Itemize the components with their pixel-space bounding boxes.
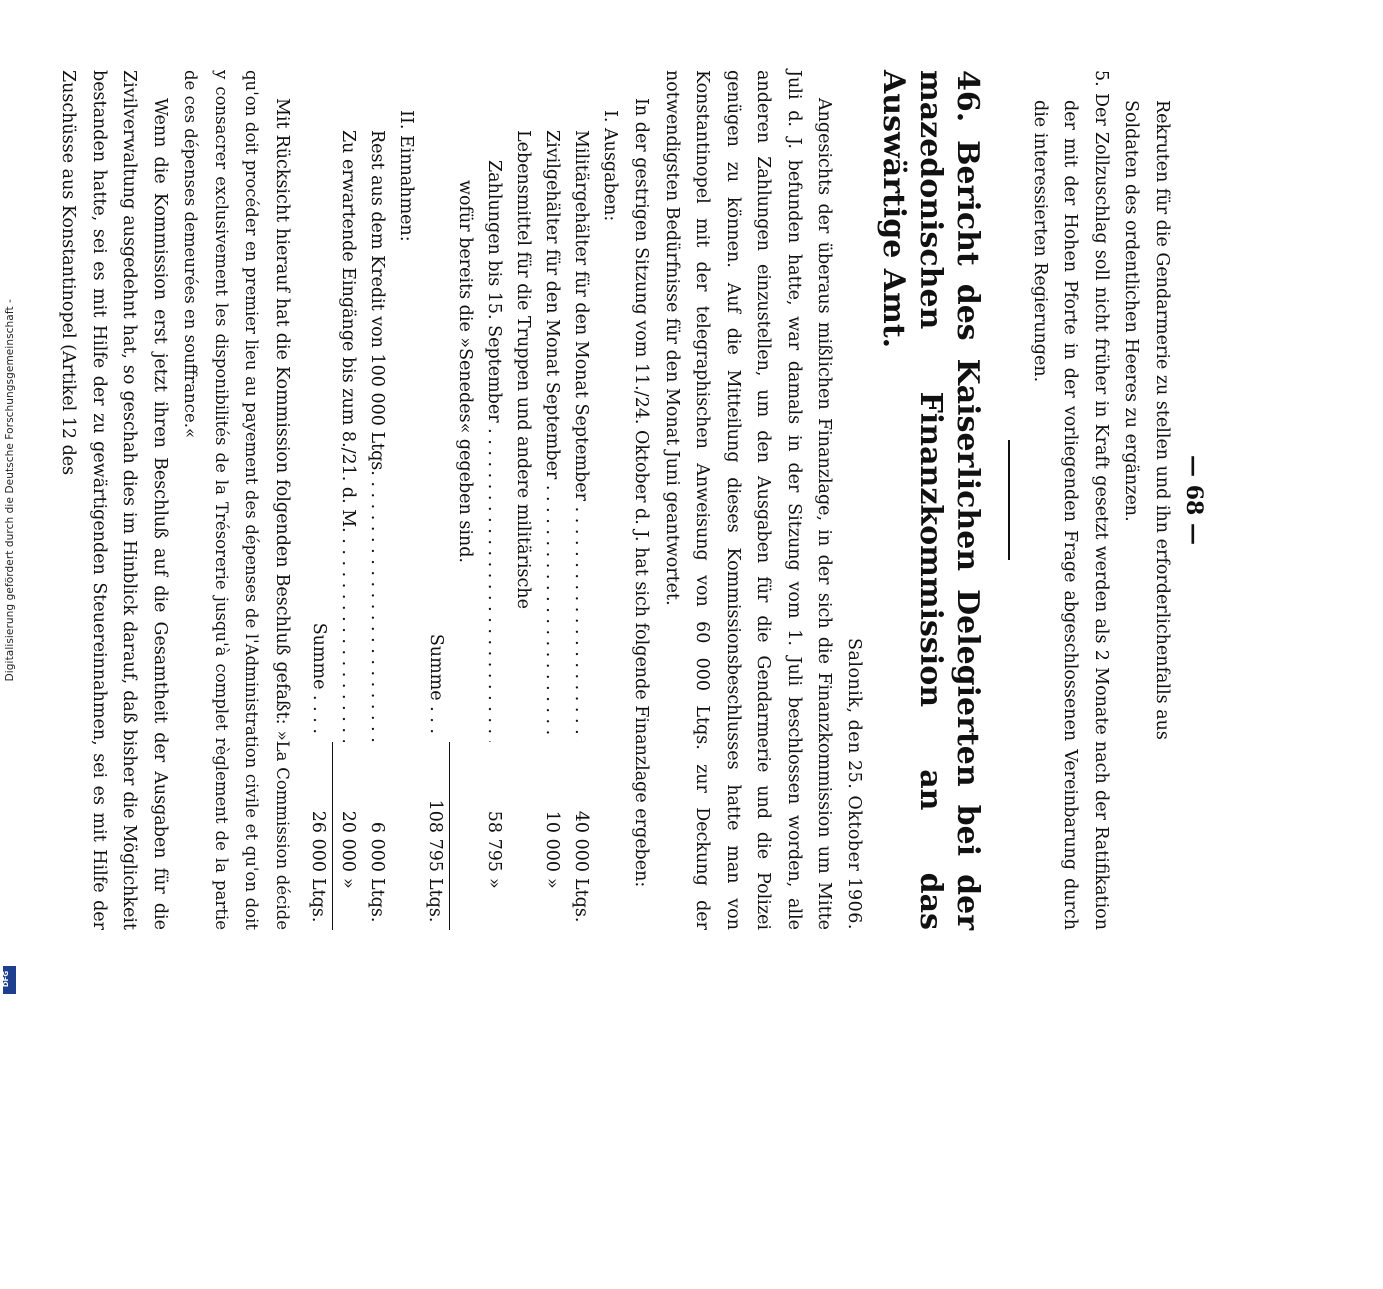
income-amount: 6 000 bbox=[367, 821, 387, 872]
section-divider bbox=[1009, 440, 1011, 560]
income-sum-amount: 26 000 bbox=[303, 742, 333, 872]
expense-amount bbox=[450, 742, 479, 872]
income-sum-unit: Ltqs. bbox=[303, 872, 333, 930]
expense-row bbox=[508, 70, 537, 930]
expense-unit: » bbox=[542, 878, 562, 889]
expense-row bbox=[566, 70, 595, 930]
income-unit: Ltqs. bbox=[367, 878, 387, 923]
expense-row bbox=[450, 70, 479, 930]
income-sum-row bbox=[303, 70, 333, 930]
expense-unit: » bbox=[484, 878, 504, 889]
expense-row bbox=[479, 70, 508, 930]
expense-label: Zahlungen bis 15. September . . . bbox=[479, 160, 508, 742]
dfg-logo-icon bbox=[3, 966, 16, 994]
income-sum-label: Summe . . . . bbox=[309, 622, 329, 734]
income-row bbox=[333, 70, 362, 930]
income-amount: 20 000 bbox=[338, 810, 358, 872]
income-unit: » bbox=[338, 878, 358, 889]
document-heading: 46. Bericht des Kaiserlichen Delegierten bei der mazedonischen Finanzkommission an das Auswärtige Amt. bbox=[876, 70, 986, 930]
paragraph-3-intro: Mit Rücksicht hierauf hat die Kommission folgenden Beschluß gefaßt: bbox=[272, 98, 292, 725]
expense-amount: 40 000 bbox=[571, 810, 591, 872]
paragraph-4: Wenn die Kommission erst jetzt ihren Beschluß auf die Gesamtheit der Ausgaben für die Zivilverwaltung ausgedehnt hat, so geschah dies im Hinblick darauf, daß bisher die Möglichkeit bestanden hatte, sei es mit Hilfe der zu gewärtigenden Steuereinnahmen, sei es mit Hilfe der Zuschüsse aus Konstantinopel (Artikel 12 des bbox=[58, 70, 170, 930]
dfg-logo-text: DFG bbox=[2, 970, 11, 988]
expenses-heading: I. Ausgaben: bbox=[600, 110, 620, 222]
top-line-2: Soldaten des ordentlichen Heeres zu ergänzen. bbox=[1121, 100, 1142, 522]
expense-label: Zivilgehälter für den Monat September . . . bbox=[537, 130, 566, 742]
budget-table bbox=[303, 70, 624, 930]
expenses-sum-label: Summe . . . bbox=[426, 633, 446, 734]
paragraph-1: Angesichts der überaus mißlichen Finanzlage, in der sich die Finanzkommission um Mitte Juli d. J. befunden hatte, war damals in der Sitzung vom 1. Juli beschlossen worden, alle anderen Zahlungen einzustellen, um den Ausgaben für die Gendarmerie und die Polizei genügen zu können. Auf die Mitteilung dieses Kommissionsbeschlusses hatte man von Konstantinopel mit der telegraphischen Anweisung von 60 000 Ltqs. zur Deckung der notwendigsten Bedürfnisse für den Monat Juni geantwortet. bbox=[662, 70, 835, 930]
document-page bbox=[58, 0, 1232, 1000]
dateline: Salonik, den 25. Oktober 1906. bbox=[844, 637, 865, 930]
income-label: Zu erwartende Eingänge bis zum 8./21. d. M. . . . bbox=[333, 130, 362, 742]
expense-unit bbox=[508, 872, 537, 930]
income-row bbox=[362, 70, 391, 930]
expense-label: Lebensmittel für die Truppen und andere militärische bbox=[513, 130, 533, 609]
expenses-sum-amount: 108 795 bbox=[420, 742, 450, 872]
expense-amount: 10 000 bbox=[542, 810, 562, 872]
expense-label: wofür bereits die »Senedes« gegeben sind. bbox=[455, 180, 475, 563]
digitization-credit bbox=[2, 0, 18, 1000]
resolution-quote: »La Commission décide qu'on doit procéder en premier lieu au payement des dépenses de l'Administration civile et qu'on doit y consacrer exclusivement les disponibilités de la Trésorerie jusqu'à complet règlement de la partie de ces dépenses demeurées en souffrance.« bbox=[181, 70, 292, 930]
expenses-sum-row bbox=[420, 70, 450, 930]
page-number: — 68 — bbox=[1181, 455, 1207, 545]
expense-unit bbox=[450, 872, 479, 930]
expense-amount bbox=[508, 742, 537, 872]
top-line-1: Rekruten für die Gendarmerie zu stellen und ihn erforderlichenfalls aus bbox=[1152, 100, 1172, 740]
credit-text: Digitalisierung gefördert durch die Deutsche Forschungsgemeinschaft - bbox=[4, 299, 16, 682]
income-heading: II. Einnahmen: bbox=[396, 110, 416, 242]
expense-row bbox=[537, 70, 566, 930]
expenses-sum-unit: Ltqs. bbox=[420, 872, 450, 930]
income-label: Rest aus dem Kredit von 100 000 Ltqs. . . . bbox=[362, 130, 391, 742]
paragraph-2: In der gestrigen Sitzung vom 11./24. Oktober d. J. hat sich folgende Finanzlage ergeben: bbox=[631, 98, 652, 888]
expense-label: Militärgehälter für den Monat September . . . bbox=[566, 130, 595, 742]
expense-unit: Ltqs. bbox=[571, 878, 591, 923]
item-5: 5. Der Zollzuschlag soll nicht früher in Kraft gesetzt werden als 2 Monate nach der Ratifikation der mit der Hohen Pforte in der vorliegenden Frage abgeschlossenen Vereinbarung durch die interessierten Regierungen. bbox=[1030, 70, 1111, 930]
expense-amount: 58 795 bbox=[484, 810, 504, 872]
paragraph-3 bbox=[175, 70, 297, 930]
